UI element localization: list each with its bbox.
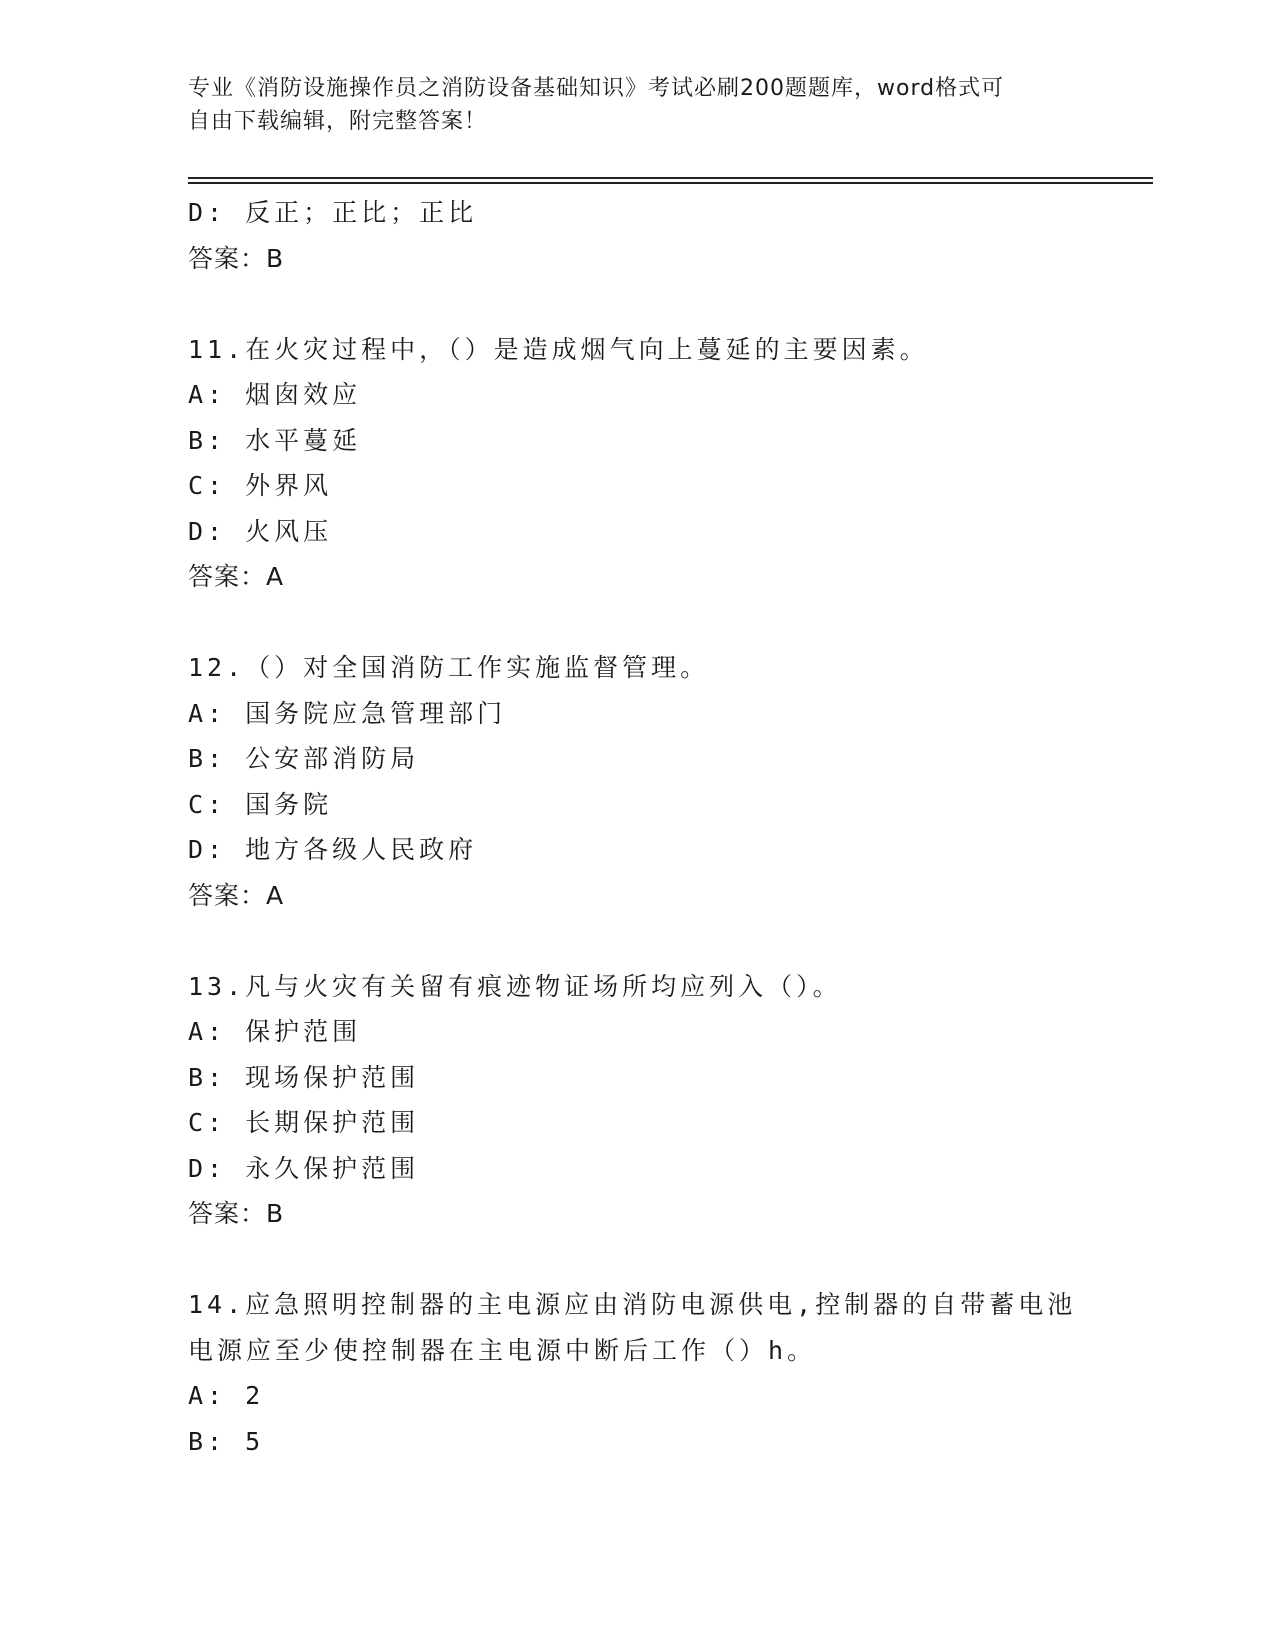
header-divider-bottom: [188, 182, 1153, 184]
question-12-option-b: B: 公安部消防局: [188, 744, 420, 773]
question-14-option-a: A: 2: [188, 1381, 265, 1410]
spacer: [188, 281, 1068, 327]
question-11-option-c: C: 外界风: [188, 471, 333, 500]
header-title-line-1: 专业《消防设施操作员之消防设备基础知识》考试必刷200题题库，word格式可: [188, 76, 1005, 101]
question-content: [188, 190, 1077, 1464]
question-11: [188, 327, 1068, 600]
question-11-answer: 答案：A: [188, 562, 285, 591]
question-13-option-a: A: 保护范围: [188, 1017, 362, 1046]
question-12-option-c: C: 国务院: [188, 789, 333, 819]
question-11-option-b: B: 水平蔓延: [188, 425, 362, 455]
question-14: [188, 1282, 1077, 1464]
spacer: [188, 600, 1068, 646]
question-11-option-d: D: 火风压: [188, 516, 333, 546]
question-14-text-line-2: 电源应至少使控制器在主电源中断后工作（）h。: [188, 1335, 817, 1365]
question-13: [188, 964, 1068, 1237]
spacer: [188, 1237, 1068, 1283]
question-13-option-c: C: 长期保护范围: [188, 1108, 420, 1137]
spacer: [188, 918, 1068, 964]
question-13-option-d: D: 永久保护范围: [188, 1153, 420, 1183]
prev-answer: 答案：B: [188, 243, 285, 273]
question-12-answer: 答案：A: [188, 880, 285, 910]
question-12-option-d: D: 地方各级人民政府: [188, 835, 478, 864]
question-12-option-a: A: 国务院应急管理部门: [188, 698, 507, 728]
question-11-text: 11.在火灾过程中，（）是造成烟气向上蔓延的主要因素。: [188, 334, 929, 364]
question-13-text: 13.凡与火灾有关留有痕迹物证场所均应列入（）。: [188, 971, 842, 1001]
question-13-answer: 答案：B: [188, 1199, 285, 1228]
question-11-option-a: A: 烟囱效应: [188, 380, 362, 409]
header-title-line-2: 自由下载编辑，附完整答案！: [188, 109, 488, 134]
question-13-option-b: B: 现场保护范围: [188, 1062, 420, 1092]
question-14-text-line-1: 14.应急照明控制器的主电源应由消防电源供电,控制器的自带蓄电池: [188, 1290, 1077, 1319]
question-12: [188, 645, 1068, 918]
question-14-option-b: B: 5: [188, 1426, 265, 1456]
document-header: [188, 72, 1068, 138]
question-12-text: 12.（）对全国消防工作实施监督管理。: [188, 653, 710, 682]
prev-option-d: D: 反正；正比；正比: [188, 198, 478, 227]
header-divider-top: [188, 177, 1153, 179]
